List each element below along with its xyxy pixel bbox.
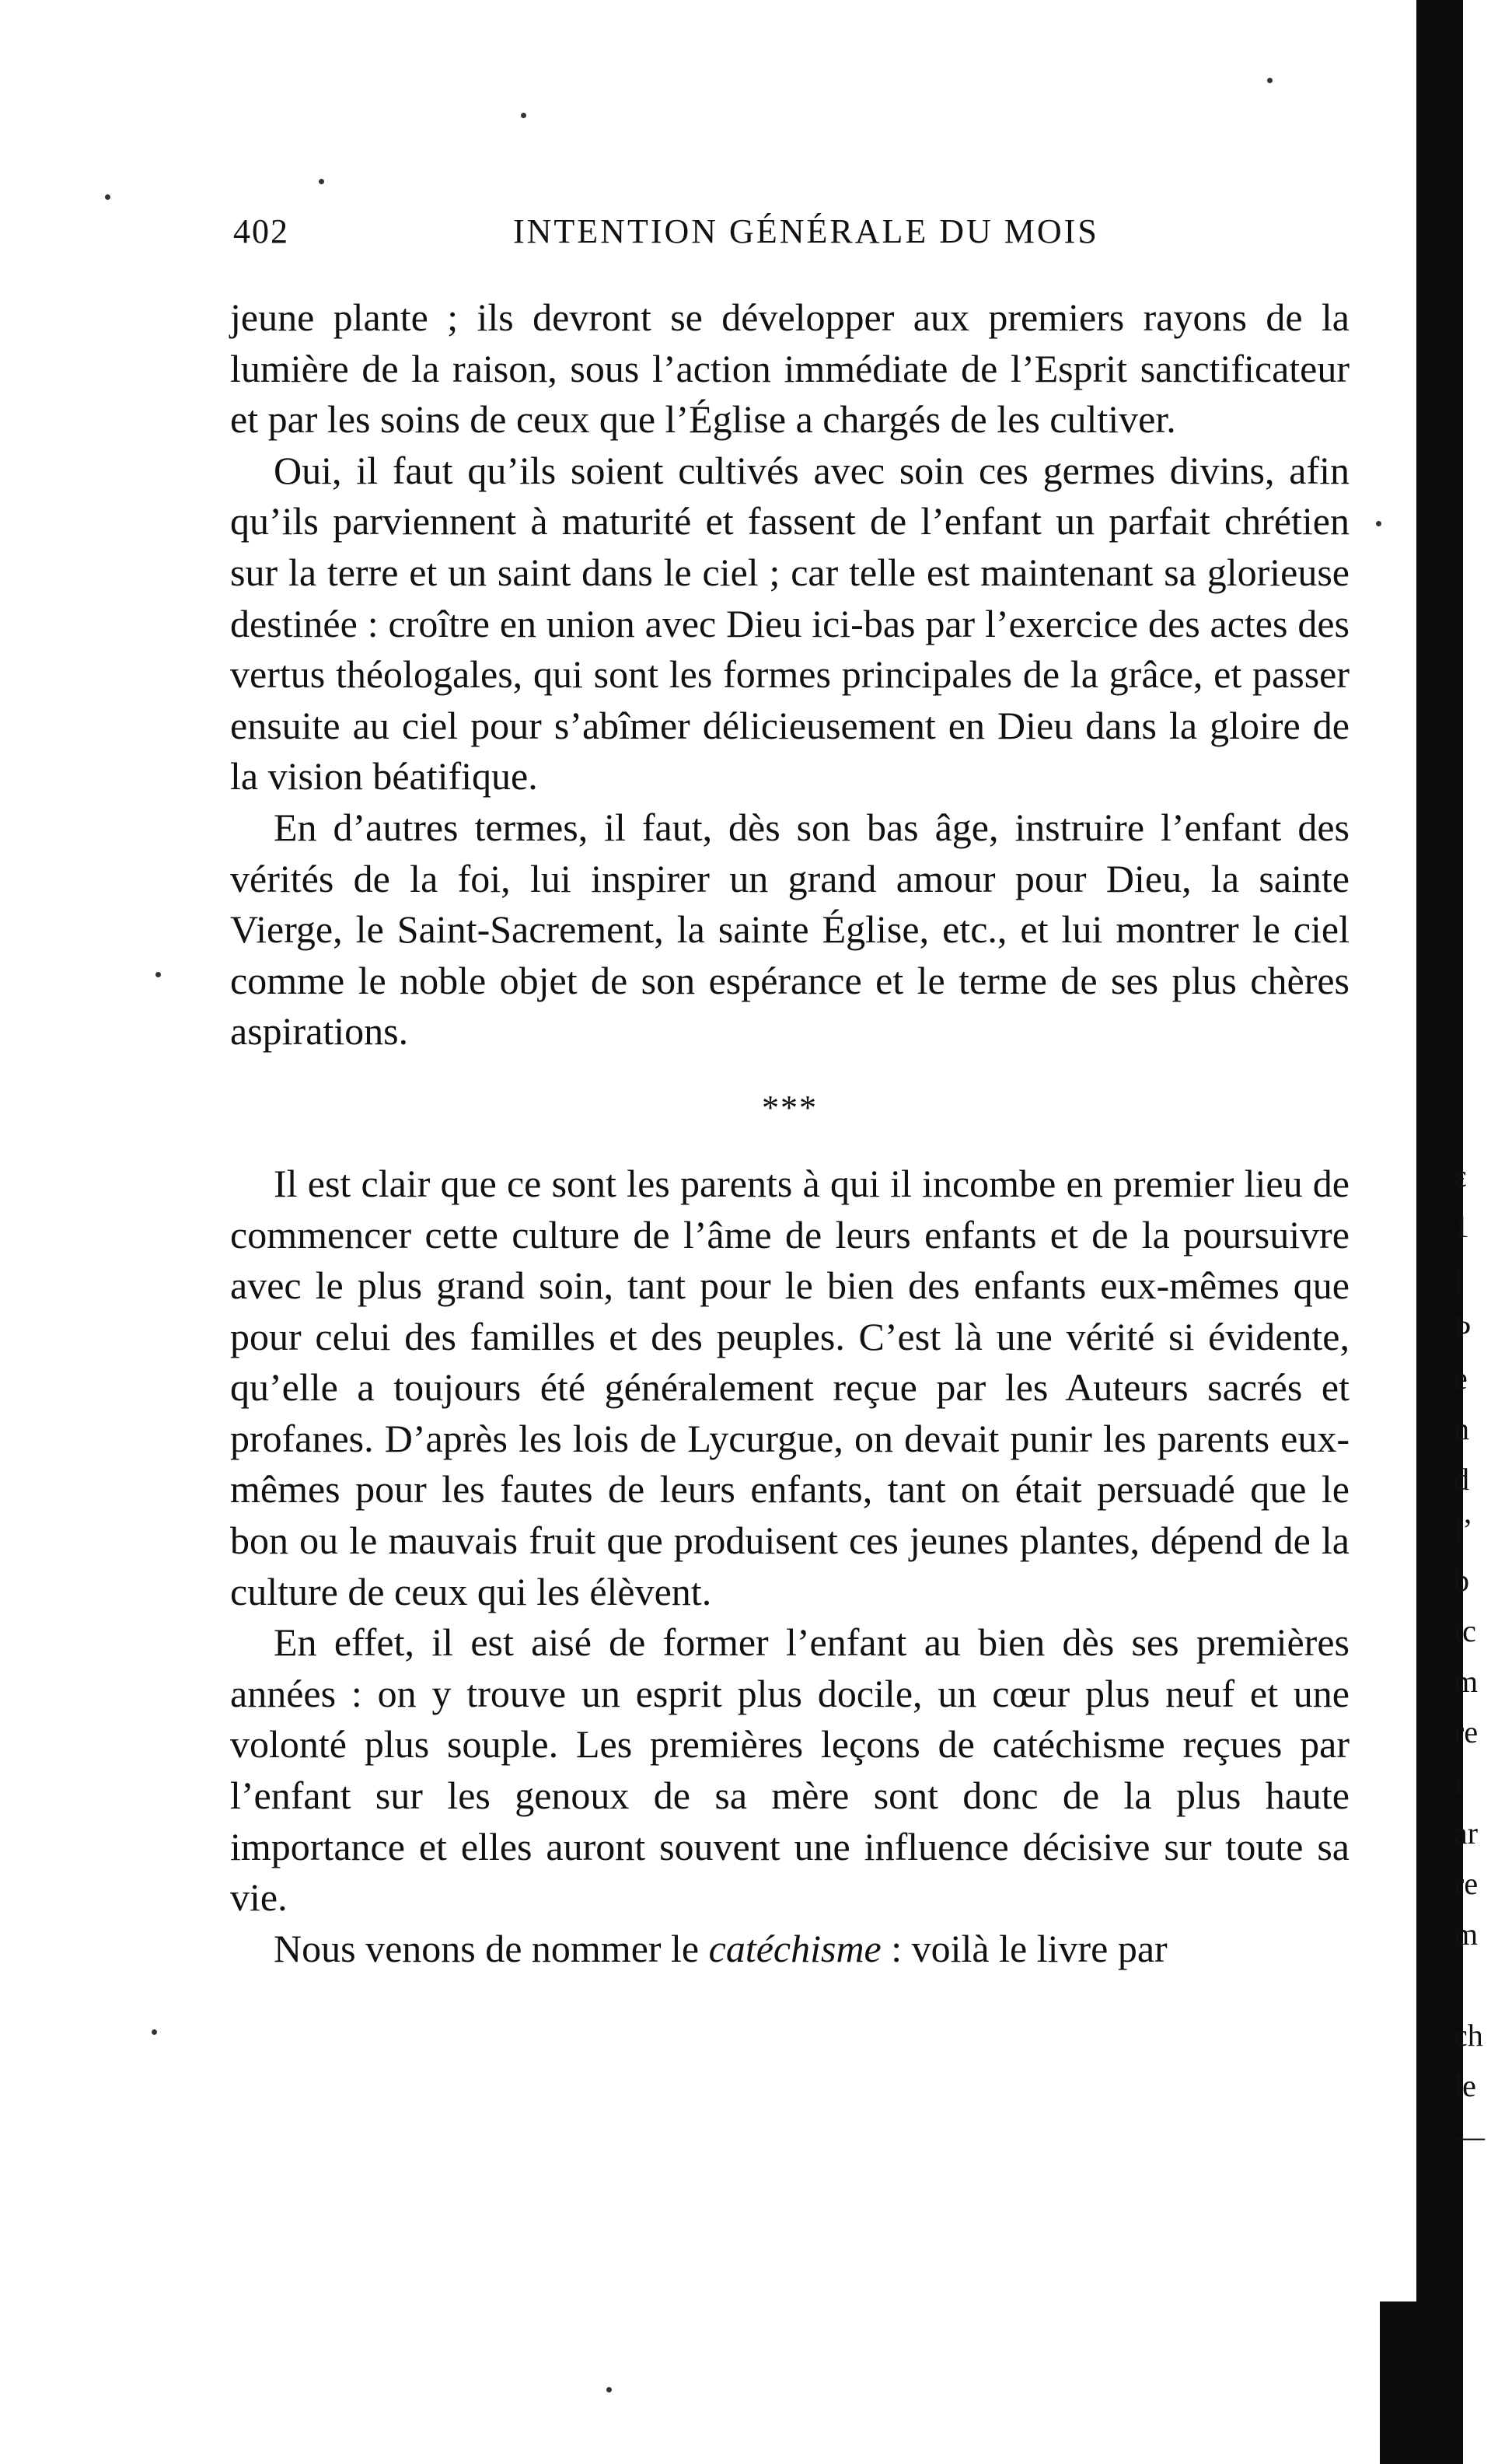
speck <box>155 972 161 977</box>
marginalia-char: ı <box>1454 1765 1463 1800</box>
marginalia-char: tc <box>1454 1613 1476 1648</box>
marginalia-char: ε <box>1454 1159 1467 1194</box>
marginalia-char: — <box>1454 2119 1485 2154</box>
marginalia-char: re <box>1454 1714 1479 1749</box>
marginalia-char: Ϸ <box>1454 1310 1472 1345</box>
marginalia-char: e <box>1454 1361 1468 1396</box>
paragraph-2: Oui, il faut qu’ils soient cultivés avec soin ces germes divins, afin qu’ils parviennent à maturité et fassent de l’enfant un parfait chrétien sur la terre et un saint dans le ciel ; car telle est maintenant sa glorieuse destinée : croître en union avec Dieu ici-bas par l’exercice des actes des vertus théologales, qui sont les formes principales de la grâce, et passer ensuite au ciel pour s’abîmer délicieusement en Dieu dans la gloire de la vision béatifique. <box>230 448 1350 799</box>
marginalia-char: l’ <box>1454 1512 1473 1547</box>
speck <box>521 113 526 118</box>
marginalia-char: ϳ <box>1454 1260 1463 1295</box>
speck <box>606 2387 612 2392</box>
speck <box>1267 78 1273 83</box>
speck <box>319 179 324 184</box>
marginalia-char: n <box>1454 1411 1469 1446</box>
catechism-emphasis: catéchisme <box>708 1926 882 1970</box>
binding-edge-lower <box>1380 2301 1426 2464</box>
marginalia-char: ch <box>1454 2018 1483 2053</box>
paragraph-1: jeune plante ; ils devront se développer aux premiers rayons de la lumière de la raison, sous l’action immédiate de l’Esprit sanctificateur et par les soins de ceux que l’Église a chargés de les cultiver. <box>230 295 1350 442</box>
paragraph-6-start: Nous venons de nommer le <box>274 1926 709 1970</box>
paragraph-3: En d’autres termes, il faut, dès son bas âge, instruire l’enfant des vérités de la foi, lui inspirer un grand amour pour Dieu, la sainte Vierge, le Saint-Sacrement, la sainte Église, etc., et lui montrer le ciel comme le noble objet de son espérance et le terme de ses plus chères aspirations. <box>230 805 1350 1054</box>
section-separator: *** <box>762 1088 818 1127</box>
speck <box>105 194 110 200</box>
paragraph-5: En effet, il est aisé de former l’enfant au bien dès ses premières années : on y trouve un esprit plus docile, un cœur plus neuf et une volonté plus souple. Les premières leçons de catéchisme reçues par l’enfant sur les genoux de sa mère sont donc de la plus haute importance et elles auront souvent une influence décisive sur toute sa vie. <box>230 1620 1350 1920</box>
page-number: 402 <box>233 212 289 250</box>
marginalia-char: m <box>1454 1664 1479 1699</box>
speck <box>152 2029 157 2035</box>
body-text <box>230 292 1350 1974</box>
paragraph-4: Il est clair que ce sont les parents à qui il incombe en premier lieu de commencer cette culture de l’âme de leurs enfants et de la poursuivre avec le plus grand soin, tant pour le bien des enfants eux-mêmes que pour celui des familles et des peuples. C’est là une vérité si évidente, qu’elle a toujours été généralement reçue par les Auteurs sacrés et profanes. D’après les lois de Lycurgue, on devait punir les parents eux-mêmes pour les fautes de leurs enfants, tant on était persuadé que le bon ou le mauvais fruit que produisent ces jeunes plantes, dépend de la culture de ceux qui les élèvent. <box>230 1161 1350 1613</box>
running-title: INTENTION GÉNÉRALE DU MOIS <box>513 212 1099 250</box>
marginalia-char: ar <box>1454 1816 1479 1851</box>
marginalia-char: 1 <box>1454 1209 1469 1244</box>
marginalia-char: d <box>1454 1462 1469 1497</box>
marginalia-char: le <box>1454 2068 1476 2103</box>
paragraph-6 <box>230 1924 1350 1975</box>
facing-page-marginalia <box>1454 1151 1491 2162</box>
running-header <box>233 211 1345 258</box>
paragraph-6-end: : voilà le livre par <box>881 1926 1168 1970</box>
speck <box>1376 521 1381 526</box>
marginalia-char: re <box>1454 1866 1479 1901</box>
marginalia-char: m <box>1454 1917 1479 1952</box>
marginalia-char <box>1454 1959 1491 2010</box>
marginalia-char: b <box>1454 1563 1469 1598</box>
